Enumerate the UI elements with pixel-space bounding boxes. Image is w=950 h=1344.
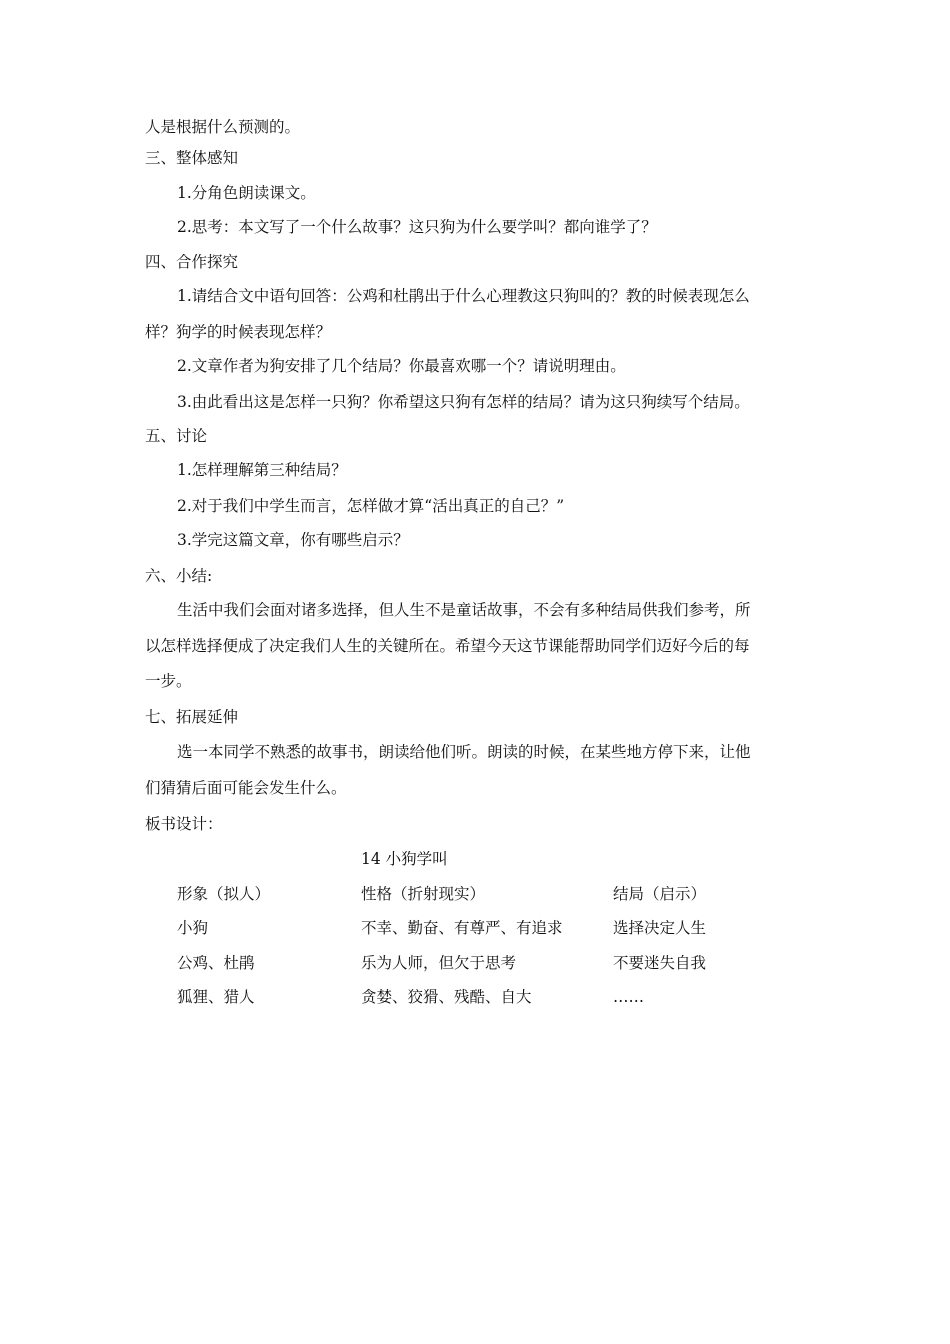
board-cell: 选择决定人生 xyxy=(613,919,707,937)
board-cell: 乐为人师，但欠于思考 xyxy=(361,954,517,972)
section-heading: 七、拓展延伸 xyxy=(145,708,239,726)
board-title: 14 小狗学叫 xyxy=(361,850,448,868)
text-line: 样？狗学的时候表现怎样？ xyxy=(145,323,332,341)
board-header-character: 性格（折射现实） xyxy=(361,885,486,903)
board-cell: 贪婪、狡猾、残酷、自大 xyxy=(361,988,532,1006)
section-heading: 六、小结: xyxy=(145,567,213,585)
board-cell: …… xyxy=(613,988,644,1006)
text-line: 1.怎样理解第三种结局？ xyxy=(177,461,347,479)
board-cell: 小狗 xyxy=(177,919,209,937)
board-cell: 狐狸、猎人 xyxy=(177,988,255,1006)
text-line: 2.文章作者为狗安排了几个结局？你最喜欢哪一个？请说明理由。 xyxy=(177,357,626,375)
text-line: 一步。 xyxy=(145,672,192,690)
text-line: 选一本同学不熟悉的故事书，朗读给他们听。朗读的时候，在某些地方停下来，让他 xyxy=(177,743,751,761)
board-header-ending: 结局（启示） xyxy=(613,885,707,903)
text-line: 3.由此看出这是怎样一只狗？你希望这只狗有怎样的结局？请为这只狗续写个结局。 xyxy=(177,393,750,411)
section-heading: 三、整体感知 xyxy=(145,149,239,167)
section-heading: 五、讨论 xyxy=(145,427,208,445)
board-cell: 公鸡、杜鹃 xyxy=(177,954,255,972)
text-line: 1.请结合文中语句回答：公鸡和杜鹃出于什么心理教这只狗叫的？教的时候表现怎么 xyxy=(177,287,750,305)
text-line: 人是根据什么预测的。 xyxy=(145,118,301,136)
text-line: 1.分角色朗读课文。 xyxy=(177,184,316,202)
text-line: 以怎样选择便成了决定我们人生的关键所在。希望今天这节课能帮助同学们迈好今后的每 xyxy=(145,637,750,655)
text-line: 们猜猜后面可能会发生什么。 xyxy=(145,779,347,797)
section-heading: 板书设计： xyxy=(145,815,223,833)
board-cell: 不要迷失自我 xyxy=(613,954,707,972)
text-line: 生活中我们会面对诸多选择，但人生不是童话故事，不会有多种结局供我们参考，所 xyxy=(177,601,751,619)
board-cell: 不幸、勤奋、有尊严、有追求 xyxy=(361,919,563,937)
board-header-image: 形象（拟人） xyxy=(177,885,271,903)
section-heading: 四、合作探究 xyxy=(145,253,239,271)
text-line: 3.学完这篇文章，你有哪些启示？ xyxy=(177,531,409,549)
text-line: 2.对于我们中学生而言，怎样做才算“活出真正的自己？” xyxy=(177,497,565,515)
text-line: 2.思考：本文写了一个什么故事？这只狗为什么要学叫？都向谁学了？ xyxy=(177,218,657,236)
